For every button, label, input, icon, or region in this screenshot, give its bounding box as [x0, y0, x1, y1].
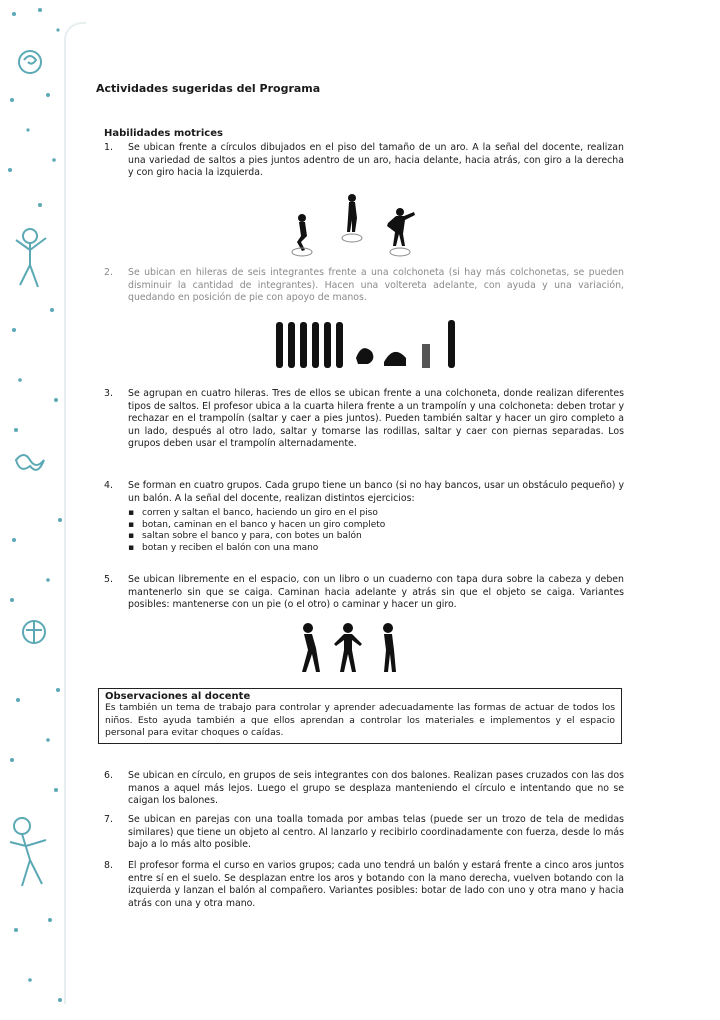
list-item [104, 770, 624, 808]
item-text: Se ubican libremente en el espacio, con un libro o un cuaderno con tapa dura sobre la cabeza y deben mantenerlo sin que se caiga. Caminan hacia adelante y atrás sin que el objeto se caiga. Variantes posibles: mantenerse con un pie (o el otro) o caminar y hacer un giro. [128, 574, 624, 610]
page-title: Actividades sugeridas del Programa [96, 82, 321, 95]
observations-title: Observaciones al docente [105, 691, 251, 702]
observations-box [98, 688, 622, 744]
margin-doodle-icon [0, 0, 72, 1020]
list-item [104, 860, 624, 910]
section-title: Habilidades motrices [104, 128, 223, 139]
item-number: 1. [104, 142, 113, 153]
item-number: 3. [104, 388, 113, 399]
list-item [104, 142, 624, 180]
walking-figures-icon [292, 622, 404, 676]
item-number: 4. [104, 480, 113, 491]
item-text: Se ubican frente a círculos dibujados en el piso del tamaño de un aro. A la señal del docente, realizan una variedad de saltos a pies juntos adentro de un aro, hacia delante, hacia atrás, con giro a la derecha y con giro hacia la izquierda. [128, 142, 624, 178]
list-item [104, 267, 624, 305]
bullet-item: ▪ botan y reciben el balón con una mano [128, 543, 628, 555]
bullet-item: ▪ corren y saltan el banco, haciendo un giro en el piso [128, 508, 628, 520]
item-number: 8. [104, 860, 113, 871]
exercise-bullet-list [128, 508, 628, 554]
item-text: Se ubican en círculo, en grupos de seis integrantes con dos balones. Realizan pases cruzados con las dos manos a aquel más lejos. Luego el grupo se desplaza manteniendo el círculo e intentando que no se caigan los balones. [128, 770, 624, 806]
list-item [104, 814, 624, 852]
list-item [104, 388, 624, 451]
bullet-item: ▪ botan, caminan en el banco y hacen un giro completo [128, 520, 628, 532]
page-fold-line [64, 22, 86, 1004]
item-text: Se ubican en hileras de seis integrantes frente a una colchoneta (si hay más colchonetas, se pueden disminuir la cantidad de integrantes). Hacen una voltereta adelante, con ayuda y una variación, quedando en posición de pie con apoyo de manos. [128, 267, 624, 303]
item-number: 7. [104, 814, 113, 825]
observations-text: Es también un tema de trabajo para controlar y aprender adecuadamente las formas de actuar de todos los niños. Esto ayuda también a que ellos aprendan a controlar los materiales e implementos y el espacio personal para evitar choques o caídas. [105, 702, 615, 738]
item-number: 6. [104, 770, 113, 781]
list-item [104, 480, 624, 505]
list-item [104, 574, 624, 612]
item-number: 2. [104, 267, 113, 278]
item-number: 5. [104, 574, 113, 585]
decorative-margin [0, 0, 72, 1020]
row-of-children-icon [272, 318, 462, 370]
item-text: Se ubican en parejas con una toalla tomada por ambas telas (puede ser un trozo de tela de medidas similares) que tiene un objeto al centro. Al lanzarlo y recibirlo coordinadamente con fuerza, desde lo más bajo a lo más alto posible. [128, 814, 624, 850]
jumping-figures-icon [280, 192, 430, 262]
item-text: Se agrupan en cuatro hileras. Tres de ellos se ubican frente a una colchoneta, donde realizan diferentes tipos de saltos. El profesor ubica a la cuarta hilera frente a un trampolín y una colchoneta: deben trotar y rechazar en el trampolín (saltar y caer a pies juntos). Pueden también saltar y hacer un giro completo a un lado, después al otro lado, saltar y tomarse las rodillas, saltar y caer con piernas separadas. Los grupos deben usar el trampolín alternadamente. [128, 388, 624, 449]
item-text: El profesor forma el curso en varios grupos; cada uno tendrá un balón y estará frente a cinco aros juntos entre sí en el suelo. Se desplazan entre los aros y botando con la mano derecha, vuelven botando con la izquierda y lanzan el balón al compañero. Variantes posibles: botar de lado con uno y otra mano y hacia atrás con una y otra mano. [128, 860, 624, 909]
item-text: Se forman en cuatro grupos. Cada grupo tiene un banco (si no hay bancos, usar un obstáculo pequeño) y un balón. A la señal del docente, realizan distintos ejercicios: [128, 480, 624, 504]
bullet-item: ▪ saltan sobre el banco y para, con botes un balón [128, 531, 628, 543]
